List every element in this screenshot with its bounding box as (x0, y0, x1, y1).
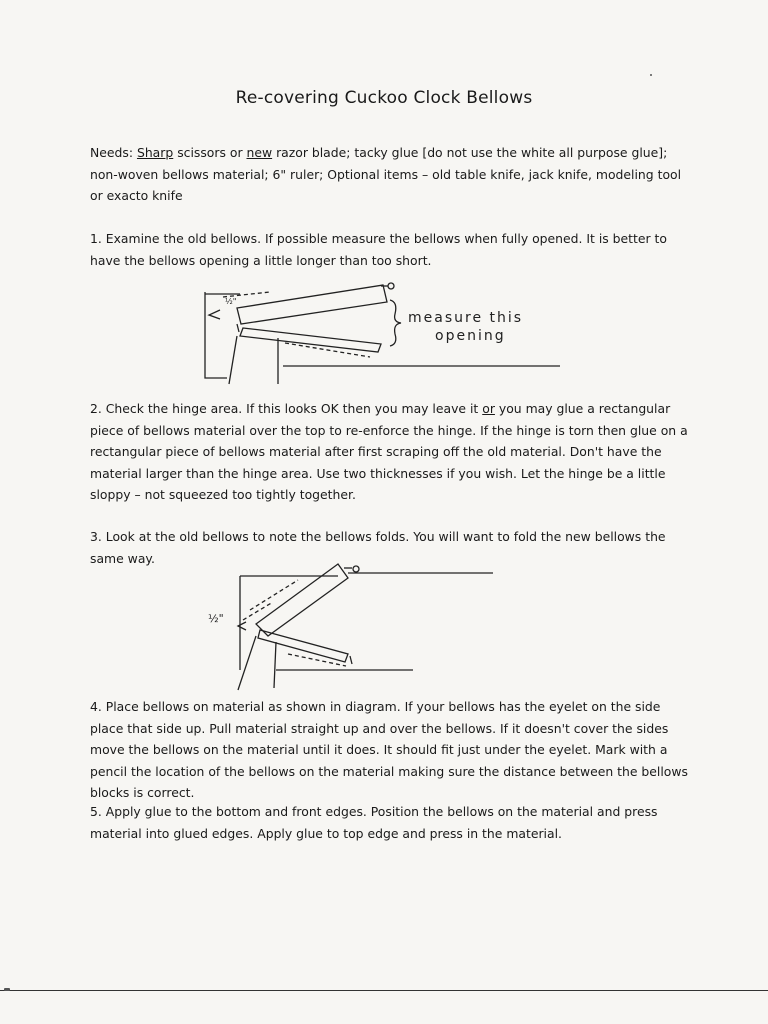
diagram1-frame (205, 292, 227, 378)
diagram1-bottom-board (240, 328, 381, 352)
diagram2-dim-label: ½" (208, 612, 224, 625)
needs-text-1: scissors or (173, 145, 247, 160)
step-1-paragraph: 1. Examine the old bellows. If possible measure the bellows when fully opened. It is better to have the bellows opening a little longer than too short. (90, 231, 667, 268)
or-word: or (482, 401, 495, 416)
bellows-diagram-angled (198, 558, 503, 700)
step-5-paragraph: 5. Apply glue to the bottom and front edges. Position the bellows on the material and press material into glued edges. Apply glue to top edge and press in the material. (90, 804, 658, 841)
needs-paragraph (90, 142, 690, 207)
bellows-diagram-open (195, 280, 565, 385)
step-2-paragraph (90, 398, 690, 506)
scan-speck (650, 74, 652, 76)
bottom-scan-line (0, 990, 768, 991)
diagram1-top-board (237, 285, 387, 324)
sharp-word: Sharp (136, 145, 174, 160)
new-word: new (246, 145, 273, 160)
diagram2-top-board (256, 564, 348, 636)
step-2-text-b: you may glue a rectangular piece of bellows material over the top to re-enforce the hinge. If the hinge is torn then glue on a rectangular piece of bellows material after first scraping off the old material. Don't have the material larger than the hinge area. Use two thicknesses if you wish. Let the hinge be a little sloppy – not squeezed too tightly together. (90, 401, 688, 502)
step-3-paragraph: 3. Look at the old bellows to note the bellows folds. You will want to fold the new bellows the same way. (90, 529, 666, 566)
diagram1-dim-label: ½" (225, 297, 237, 306)
diagram1-bracket (390, 300, 401, 346)
diagram1-label-line2: opening (435, 328, 506, 344)
diagram1-label-line1: measure this (408, 310, 524, 326)
needs-label: Needs: (90, 145, 134, 160)
scan-speck (4, 988, 10, 991)
page-title: Re-covering Cuckoo Clock Bellows (235, 88, 533, 108)
diagram2-eyelet (353, 566, 359, 572)
needs-text-2: razor blade; tacky glue [do not use the white all purpose glue]; non-woven bellows material; 6" ruler; Optional items – old table knife, jack knife, modeling tool or exacto knife (90, 145, 682, 203)
diagram1-eyelet (388, 283, 394, 289)
step-4-paragraph: 4. Place bellows on material as shown in diagram. If your bellows has the eyelet on the side place that side up. Pull material straight up and over the bellows. If it doesn't cover the sides move the bellows on the material until it does. It should fit just under the eyelet. Mark with a pencil the location of the bellows on the material making sure the distance between the bellows blocks is correct. (90, 699, 688, 800)
step-2-text-a: 2. Check the hinge area. If this looks OK then you may leave it (90, 401, 483, 416)
